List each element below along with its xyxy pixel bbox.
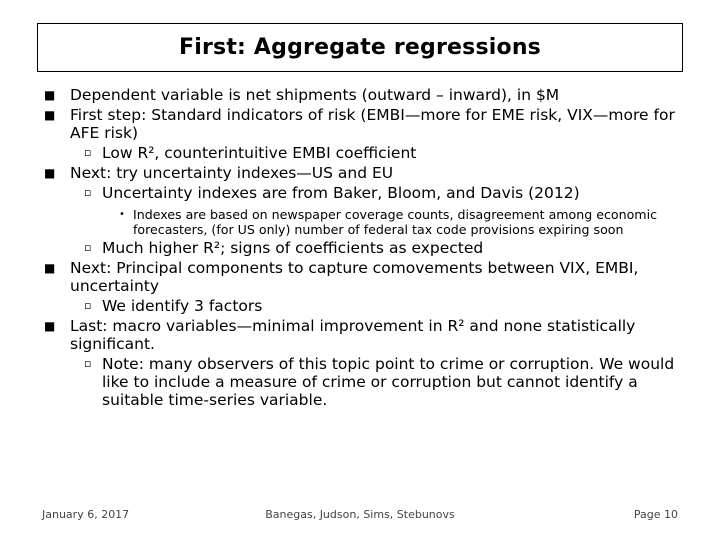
footer-page-number: Page 10 <box>633 508 678 521</box>
bullet-text: Next: Principal components to capture comovements between VIX, EMBI, uncertainty <box>70 259 639 295</box>
bullet-text: Last: macro variables—minimal improvement in R² and none statistically significant. <box>70 317 636 353</box>
bullet-level1 <box>44 106 694 142</box>
bullet-marker-icon: ■ <box>44 88 56 102</box>
bullet-marker-icon: ▫ <box>84 241 92 254</box>
bullet-text: Indexes are based on newspaper coverage counts, disagreement among economic forecasters, (for US only) number of federal tax code provisions expiring soon <box>133 207 657 237</box>
bullet-marker-icon: ▫ <box>84 299 92 312</box>
bullet-level1 <box>44 317 694 353</box>
bullet-text: Uncertainty indexes are from Baker, Bloom, and Davis (2012) <box>102 184 580 202</box>
bullet-marker-icon: ■ <box>44 319 56 333</box>
bullet-level2 <box>44 239 694 257</box>
bullet-marker-icon: ■ <box>44 261 56 275</box>
bullet-marker-icon: ■ <box>44 166 56 180</box>
bullet-level2 <box>44 184 694 202</box>
bullet-marker-icon: ▫ <box>84 186 92 199</box>
bullet-marker-icon: ▫ <box>84 146 92 159</box>
bullet-list <box>44 86 694 411</box>
slide-title: First: Aggregate regressions <box>179 35 541 60</box>
bullet-level1 <box>44 86 694 104</box>
bullet-level2 <box>44 355 694 409</box>
bullet-level3 <box>44 208 694 237</box>
bullet-level1 <box>44 259 694 295</box>
bullet-level1 <box>44 164 694 182</box>
bullet-text: Low R², counterintuitive EMBI coefficient <box>102 144 417 162</box>
bullet-text: Much higher R²; signs of coefficients as expected <box>102 239 484 257</box>
slide-title-box <box>37 23 683 72</box>
bullet-level2 <box>44 297 694 315</box>
bullet-text: First step: Standard indicators of risk (EMBI—more for EME risk, VIX—more for AFE risk) <box>70 106 675 142</box>
footer-authors: Banegas, Judson, Sims, Stebunovs <box>265 508 455 521</box>
bullet-marker-icon: • <box>119 209 125 220</box>
bullet-text: We identify 3 factors <box>102 297 263 315</box>
bullet-text: Note: many observers of this topic point to crime or corruption. We would like to include a measure of crime or corruption but cannot identify a suitable time-series variable. <box>102 355 675 409</box>
footer-date: January 6, 2017 <box>42 508 130 521</box>
bullet-marker-icon: ■ <box>44 108 56 122</box>
bullet-marker-icon: ▫ <box>84 357 92 370</box>
bullet-level2 <box>44 144 694 162</box>
bullet-text: Next: try uncertainty indexes—US and EU <box>70 164 394 182</box>
bullet-text: Dependent variable is net shipments (outward – inward), in $M <box>70 86 560 104</box>
